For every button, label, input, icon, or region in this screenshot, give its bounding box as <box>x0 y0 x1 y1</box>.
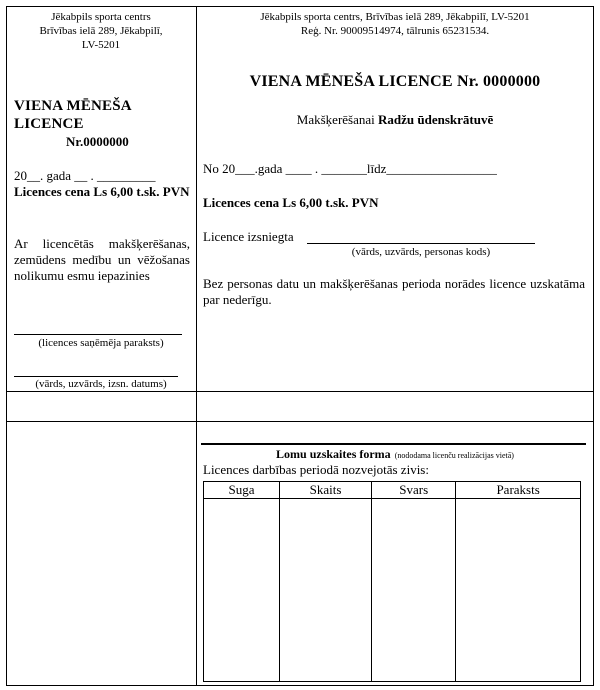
left-issuer-line: LV-5201 <box>81 39 121 51</box>
left-name-date-caption: (vārds, uzvārds, izsn. datums) <box>35 378 167 390</box>
right-purpose <box>198 112 592 128</box>
right-validity-note: Bez personas datu un makšķerēšanas perioda norādes licence uzskatāma par nederīgu. <box>203 276 585 307</box>
right-issuer <box>198 10 592 38</box>
right-issued-label: Licence izsniegta <box>203 229 294 244</box>
cell-species[interactable] <box>204 499 280 682</box>
column-header-weight: Svars <box>372 482 456 499</box>
column-header-species: Suga <box>204 482 280 499</box>
left-title <box>14 97 194 133</box>
right-issued-line <box>307 243 535 244</box>
right-period-line: No 20___.gada ____ . _______līdz_________________ <box>203 161 497 176</box>
left-license-number: Nr.0000000 <box>66 134 129 149</box>
cell-signature[interactable] <box>456 499 581 682</box>
right-issued-caption: (vārds, uzvārds, personas kods) <box>351 246 491 258</box>
right-title: VIENA MĒNEŠA LICENCE Nr. 0000000 <box>249 73 541 90</box>
cell-weight[interactable] <box>372 499 456 682</box>
column-header-count: Skaits <box>279 482 371 499</box>
catch-table <box>203 481 581 682</box>
left-issuer <box>8 10 194 52</box>
right-issuer-line2: Reģ. Nr. 90009514974, tālrunis 65231534. <box>300 25 490 37</box>
left-signature-caption: (licences saņēmēja paraksts) <box>38 337 164 349</box>
catch-table-header-row <box>204 482 581 499</box>
catch-form-title: Lomu uzskaites forma <box>276 447 391 461</box>
left-title-line2: LICENCE <box>14 116 84 132</box>
catch-form-header <box>198 447 592 463</box>
column-header-signature: Paraksts <box>456 482 581 499</box>
row-divider-top <box>6 391 594 392</box>
left-price: Licences cena Ls 6,00 t.sk. PVN <box>14 184 190 199</box>
cell-count[interactable] <box>279 499 371 682</box>
left-signature-line <box>14 334 182 335</box>
left-issuer-line: Brīvības ielā 289, Jēkabpilī, <box>39 25 163 37</box>
catch-form-subtitle: Licences darbības periodā nozvejotās zivis: <box>203 462 429 477</box>
catch-form-note: (nododama licenču realizācijas vietā) <box>394 451 514 460</box>
left-agreement: Ar licencētās makšķerēšanas, zemūdens medību un vēžošanas nolikumu esmu iepazinies <box>14 236 190 283</box>
left-date-line: 20__. gada __ . _________ <box>14 168 156 183</box>
right-issuer-line1: Jēkabpils sporta centrs, Brīvības ielā 289, Jēkabpilī, LV-5201 <box>260 11 530 23</box>
table-row <box>204 499 581 682</box>
row-divider-bottom <box>6 421 594 422</box>
left-title-line1: VIENA MĒNEŠA <box>14 98 132 114</box>
right-purpose-place: Radžu ūdenskrātuvē <box>378 112 494 127</box>
right-purpose-prefix: Makšķerēšanai <box>296 112 375 127</box>
column-divider <box>196 6 197 686</box>
right-price: Licences cena Ls 6,00 t.sk. PVN <box>203 195 379 210</box>
left-issuer-line: Jēkabpils sporta centrs <box>51 11 151 23</box>
